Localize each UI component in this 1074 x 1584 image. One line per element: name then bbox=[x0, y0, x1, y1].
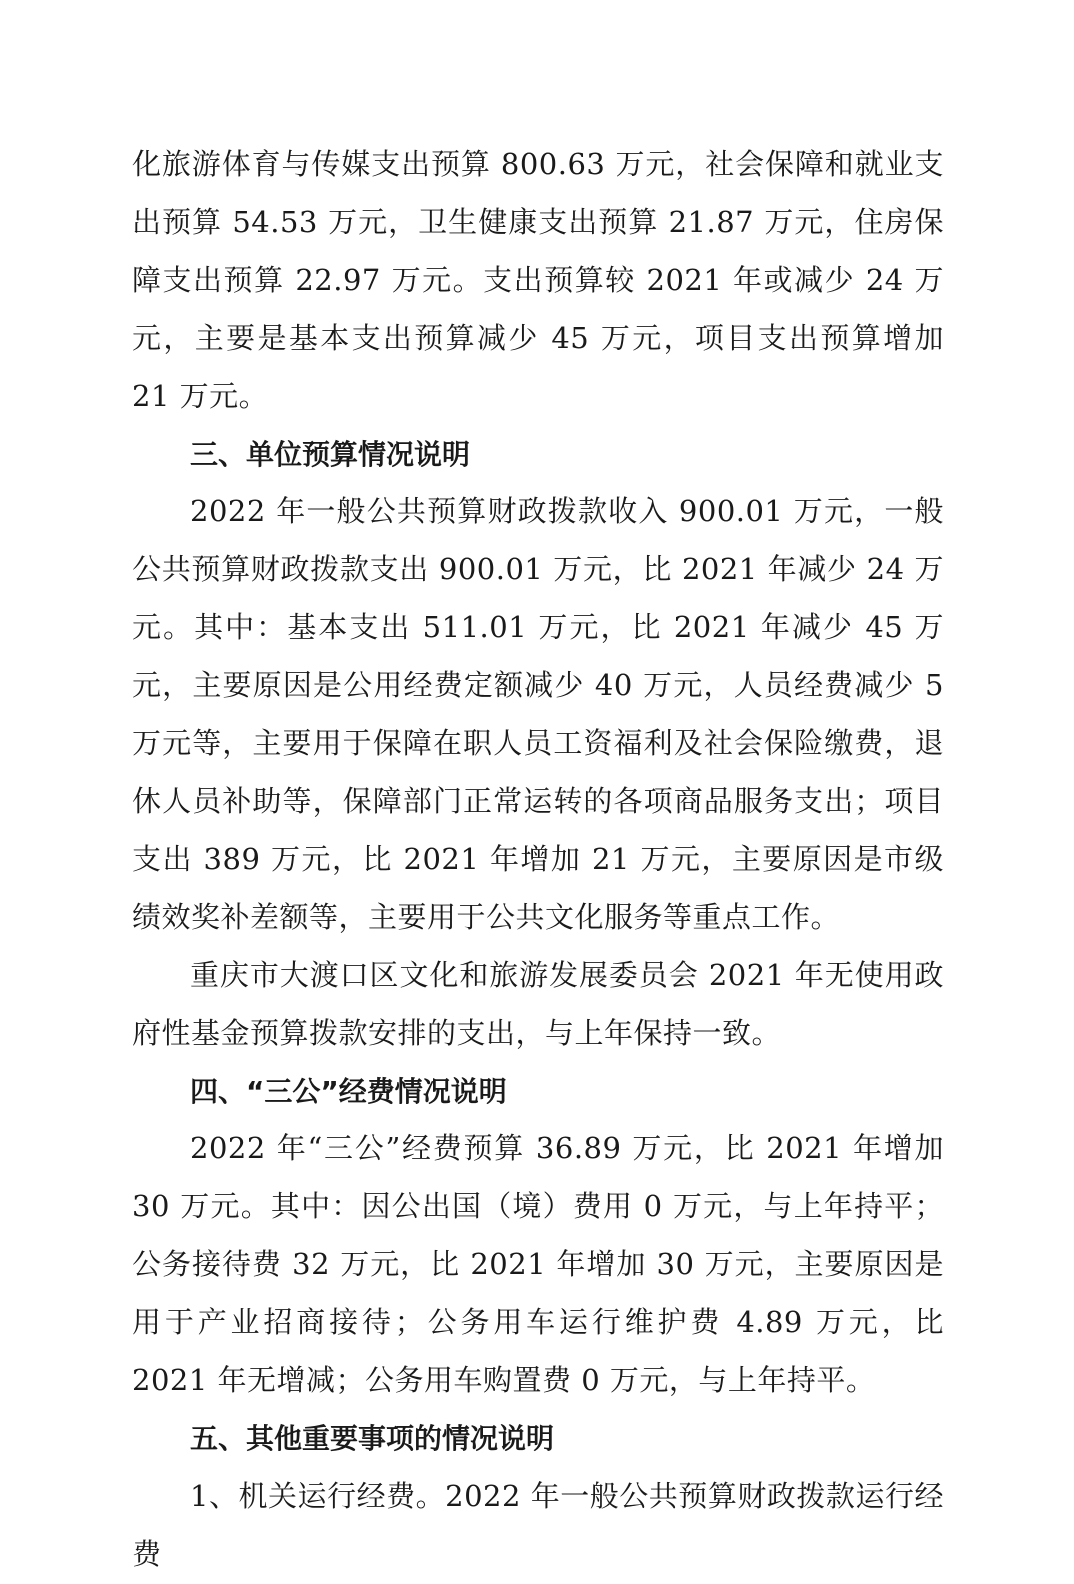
section-heading-unit-budget: 三、单位预算情况说明 bbox=[190, 437, 471, 471]
paragraph-general-budget: 2022 年一般公共预算财政拨款收入 900.01 万元，一般公共预算财政拨款支出 900.01 万元，比 2021 年减少 24 万元。其中：基本支出 511.01 万元，比 2021 年减少 45 万元，主要原因是公用经费定额减少 40 万元，人员经费减少 5 万元等，主要用于保障在职人员工资福利及社会保险缴费，退休人员补助等，保障部门正常运转的各项商品服务支出；项目支出 389 万元，比 2021 年增加 21 万元，主要原因是市级绩效奖补差额等，主要用于公共文化服务等重点工作。 bbox=[132, 494, 944, 934]
document-page bbox=[132, 136, 944, 1584]
section-heading-three-public: 四、“三公”经费情况说明 bbox=[190, 1074, 507, 1108]
paragraph-expenditure-summary: 化旅游体育与传媒支出预算 800.63 万元，社会保障和就业支出预算 54.53 万元，卫生健康支出预算 21.87 万元，住房保障支出预算 22.97 万元。支出预算较 2021 年或减少 24 万元，主要是基本支出预算减少 45 万元，项目支出预算增加 21 万元。 bbox=[132, 147, 944, 413]
paragraph-operating-expenses: 1、机关运行经费。2022 年一般公共预算财政拨款运行经费 bbox=[132, 1478, 944, 1571]
paragraph-government-fund: 重庆市大渡口区文化和旅游发展委员会 2021 年无使用政府性基金预算拨款安排的支出，与上年保持一致。 bbox=[132, 957, 944, 1050]
paragraph-three-public-expenses: 2022 年“三公”经费预算 36.89 万元，比 2021 年增加 30 万元。其中：因公出国（境）费用 0 万元，与上年持平；公务接待费 32 万元，比 2021 年增加 30 万元，主要原因是用于产业招商接待；公务用车运行维护费 4.89 万元，比 2021 年无增减；公务用车购置费 0 万元，与上年持平。 bbox=[132, 1131, 944, 1398]
section-heading-other-matters: 五、其他重要事项的情况说明 bbox=[190, 1421, 555, 1455]
